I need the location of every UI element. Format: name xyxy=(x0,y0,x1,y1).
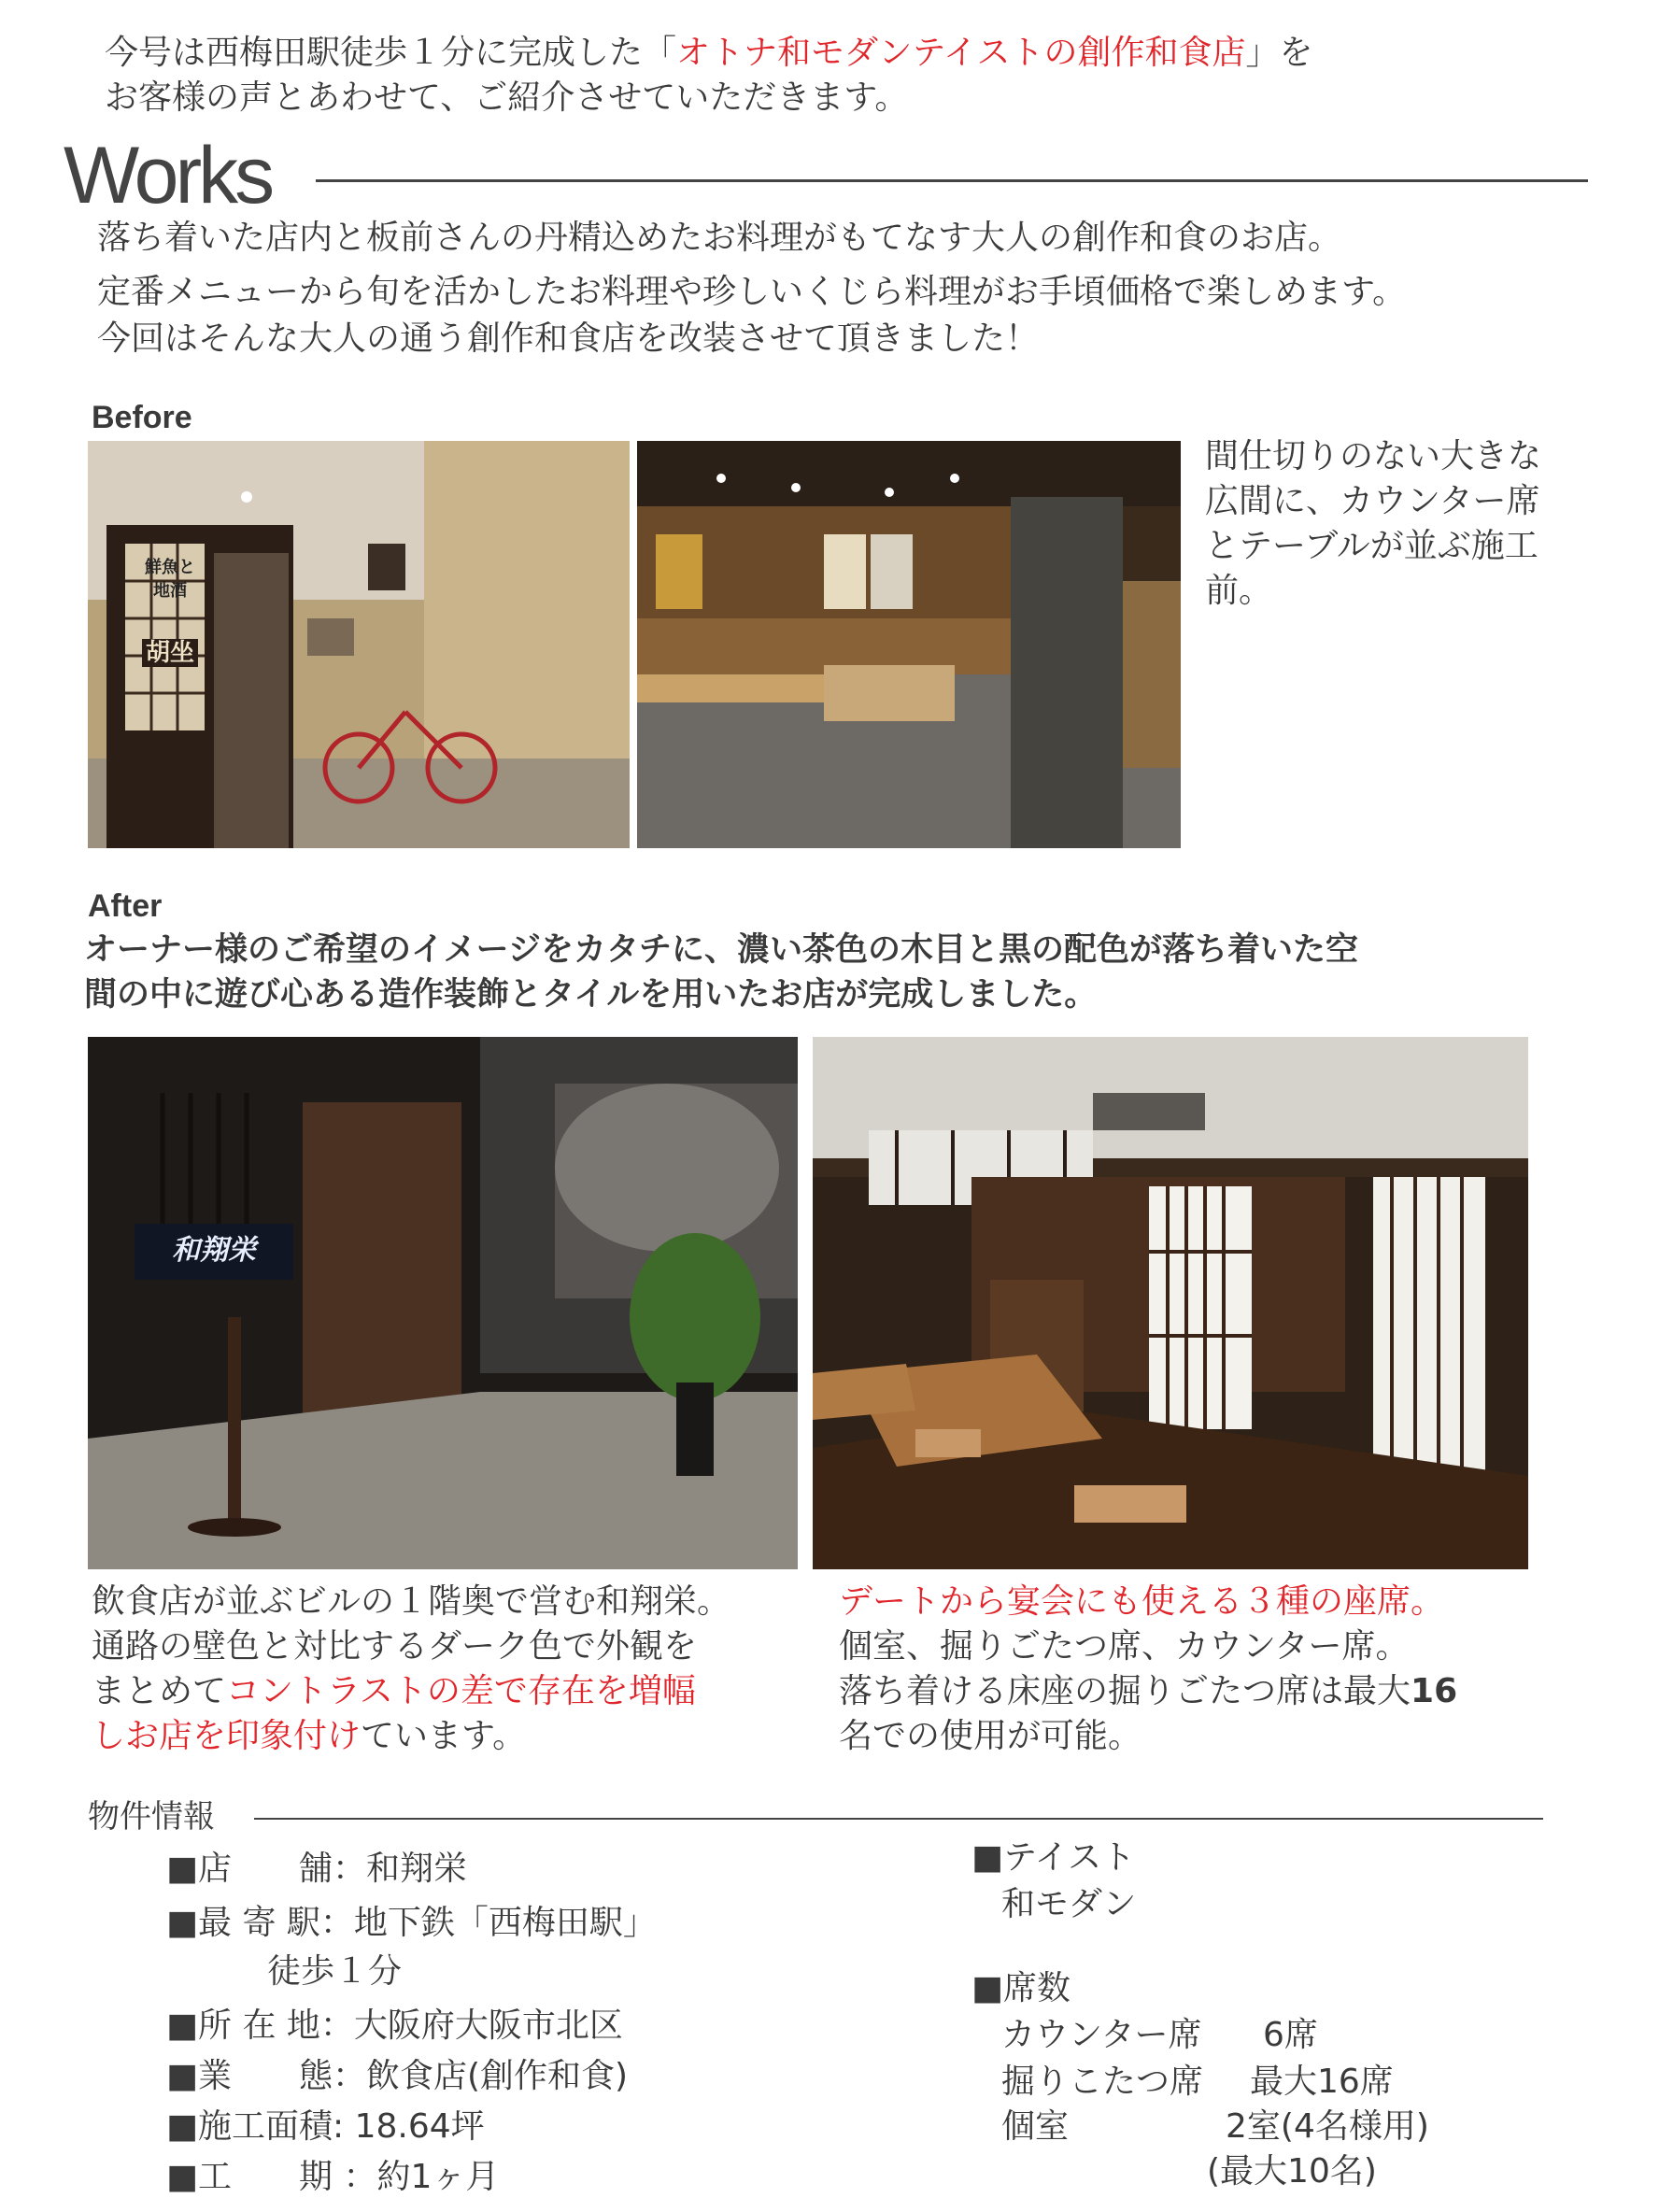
works-line-2: 定番メニューから旬を活かしたお料理や珍しいくじら料理がお手頃価格で楽しめます。 xyxy=(97,273,1407,311)
property-taste-label: ■テイスト xyxy=(971,1838,1136,1877)
after-sign-name: 和翔栄 xyxy=(172,1234,256,1267)
property-item-area: ■施工面積: 18.64坪 xyxy=(166,2107,485,2146)
works-line-1: 落ち着いた店内と板前さんの丹精込めたお料理がもてなす大人の創作和食のお店。 xyxy=(97,219,1342,257)
property-rule xyxy=(254,1818,1543,1820)
after-left-caption-4-highlight: しお店を印象付け xyxy=(92,1717,362,1755)
after-right-caption-3-number: 16 xyxy=(1411,1672,1458,1710)
property-item-store: ■店 舗：和翔栄 xyxy=(166,1850,468,1888)
property-taste-value: 和モダン xyxy=(1001,1885,1137,1923)
after-right-caption-2: 個室、掘りごたつ席、カウンター席。 xyxy=(839,1627,1410,1666)
after-label: After xyxy=(88,888,163,924)
before-interior-photo xyxy=(637,441,1181,848)
before-caption-3: とテーブルが並ぶ施工 xyxy=(1205,527,1538,565)
intro-text: 今号は西梅田駅徒歩１分に完成した「 xyxy=(105,34,677,72)
after-interior-photo xyxy=(813,1037,1528,1569)
property-item-station: ■最 寄 駅：地下鉄「西梅田駅」 xyxy=(166,1904,657,1942)
seat-horigotatsu-name: 掘りこたつ席 xyxy=(1001,2063,1204,2101)
before-sign-line-1: 鮮魚と xyxy=(145,558,195,577)
before-caption-1: 間仕切りのない大きな xyxy=(1205,437,1542,475)
property-item-business: ■業 態：飲食店(創作和食) xyxy=(166,2057,629,2095)
before-caption-2: 広間に、カウンター席 xyxy=(1205,482,1540,520)
seat-horigotatsu-value: 最大16席 xyxy=(1250,2063,1394,2101)
works-heading: Works xyxy=(64,131,272,220)
after-left-caption-1: 飲食店が並ぶビルの１階奥で営む和翔栄。 xyxy=(92,1582,731,1621)
after-right-caption-3 xyxy=(839,1670,1457,1713)
after-lead-2: 間の中に遊び心ある造作装飾とタイルを用いたお店が完成しました。 xyxy=(84,976,1098,1014)
after-left-caption-4 xyxy=(92,1715,526,1758)
after-left-caption-2: 通路の壁色と対比するダーク色で外観を xyxy=(92,1627,698,1666)
before-caption-4: 前。 xyxy=(1205,572,1273,610)
after-lead-1: オーナー様のご希望のイメージをカタチに、濃い茶色の木目と黒の配色が落ち着いた空 xyxy=(84,931,1358,969)
before-sign-name: 胡坐 xyxy=(142,639,198,667)
property-item-address: ■所 在 地：大阪府大阪市北区 xyxy=(166,2006,623,2045)
property-heading: 物件情報 xyxy=(88,1798,215,1836)
property-item-walk: 徒歩１分 xyxy=(166,1952,403,1991)
seat-private-name: 個室 xyxy=(1001,2107,1070,2146)
after-right-caption-3-text: 落ち着ける床座の掘りごたつ席は最大 xyxy=(839,1672,1411,1710)
seat-private-value: 2室(4名様用) xyxy=(1226,2107,1429,2146)
after-left-caption-3-highlight: コントラストの差で存在を増幅 xyxy=(226,1672,696,1710)
after-left-caption-3 xyxy=(92,1670,696,1713)
intro-highlight: オトナ和モダンテイストの創作和食店 xyxy=(676,34,1246,72)
before-entrance-photo xyxy=(88,441,630,848)
after-left-caption-4-text: ています。 xyxy=(361,1717,527,1755)
seat-counter-name: カウンター席 xyxy=(1001,2016,1202,2054)
seat-private-note: (最大10名) xyxy=(1207,2152,1377,2191)
after-right-caption-1: デートから宴会にも使える３種の座席。 xyxy=(839,1582,1445,1621)
intro-line-1 xyxy=(105,32,1313,75)
after-left-caption-3-text: まとめて xyxy=(92,1672,227,1710)
intro-text-end: 」を xyxy=(1245,34,1313,72)
works-line-3: 今回はそんな大人の通う創作和食店を改装させて頂きました！ xyxy=(97,319,1040,358)
before-sign-line-2: 地酒 xyxy=(153,581,187,601)
property-seats-label: ■席数 xyxy=(971,1969,1071,2007)
seat-counter-value: 6席 xyxy=(1263,2016,1318,2054)
intro-line-2: お客様の声とあわせて、ご紹介させていただきます。 xyxy=(105,78,909,117)
works-rule xyxy=(316,179,1588,182)
before-label: Before xyxy=(92,400,192,435)
property-item-period: ■工 期 ：約1ヶ月 xyxy=(166,2158,500,2196)
after-entrance-photo xyxy=(88,1037,798,1569)
after-right-caption-4: 名での使用が可能。 xyxy=(839,1717,1142,1755)
